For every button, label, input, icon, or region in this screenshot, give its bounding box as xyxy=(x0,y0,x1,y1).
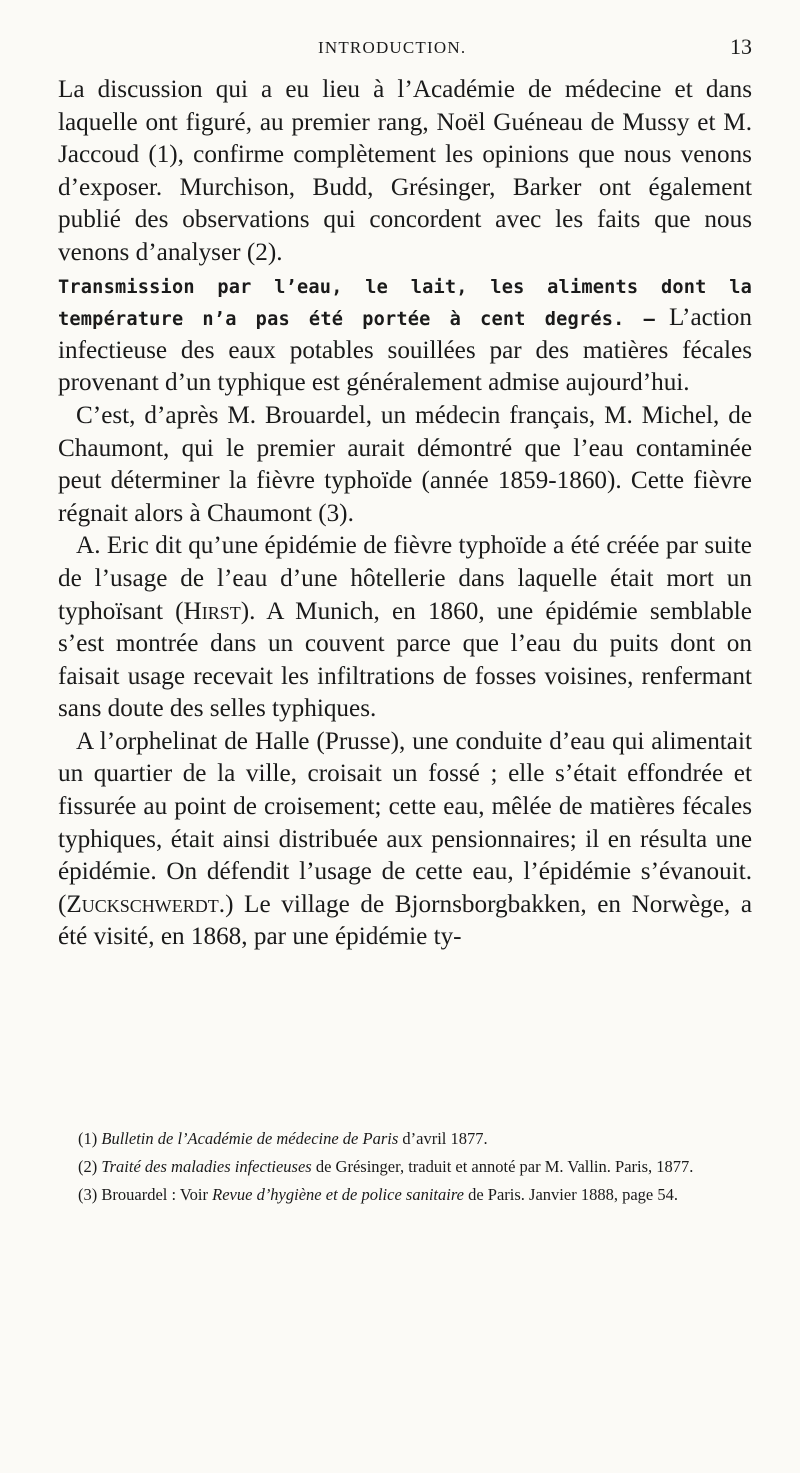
footnote-3 xyxy=(58,1182,758,1208)
footnote-3-text: de Paris. Janvier 1888, page 54. xyxy=(463,1185,678,1204)
footnote-1 xyxy=(58,1126,758,1152)
section-heading: Transmission par l’eau, le lait, les aliments dont la température n’a pas été portée à cent degrés. — xyxy=(58,276,752,331)
paragraph-eric-text-b: ). A Munich, en 1860, une épidémie semblable s’est montrée dans un couvent parce que l’eau du puits dont on faisait usage recevait les infiltrations de fosses voisines, renfermant sans doute des selles typhiques. xyxy=(58,597,752,723)
paragraph-eric xyxy=(58,530,752,726)
author-zuckschwerdt: Zuckschwerdt xyxy=(66,890,219,918)
footnote-2 xyxy=(58,1154,758,1180)
paragraph-eric-text-a: A. Eric dit qu’une épidémie de fièvre typhoïde a été créée par suite de l’usage de l’eau d’une hôtellerie dans laquelle était mort un typhoïsant ( xyxy=(58,532,752,625)
footnote-2-mark: (2) xyxy=(78,1157,98,1176)
paragraph-academie: La discussion qui a eu lieu à l’Académie de médecine et dans laquelle ont figuré, au premier rang, Noël Guéneau de Mussy et M. Jaccoud (1), confirme complètement les opinions que nous venons d’exposer. Murchison, Budd, Grésinger, Barker ont également publié des observations qui concordent avec les faits que nous venons d’analyser (2). xyxy=(58,76,752,266)
footnote-3-title: Revue d’hygiène et de police sanitaire xyxy=(212,1185,464,1204)
footnote-2-title: Traité des maladies infectieuses xyxy=(101,1157,312,1176)
footnote-1-mark: (1) xyxy=(78,1129,98,1148)
main-text xyxy=(58,74,752,954)
footnote-3-mark: (3) xyxy=(78,1185,98,1204)
paragraph-halle-text-a: A l’orphelinat de Halle (Prusse), une conduite d’eau qui alimentait un quartier de la ville, croisait un fossé ; elle s’était effondrée et fissurée au point de croisement; cette eau, mêlée de matières fécales typhiques, était ainsi distribuée aux pensionnaires; il en résulta une épidémie. On défendit l’usage de cette eau, l’épidémie s’évanouit. ( xyxy=(58,727,752,918)
paragraph-brouardel: C’est, d’après M. Brouardel, un médecin français, M. Michel, de Chaumont, qui le premier aurait démontré que l’eau contaminée peut déterminer la fièvre typhoïde (année 1859-1860). Cette fièvre régnait alors à Chaumont (3). xyxy=(58,401,752,527)
section-text: L’action infectieuse des eaux potables souillées par des matières fécales provenant d’un typhique est généralement admise aujourd’hui. xyxy=(58,304,752,397)
section-transmission xyxy=(58,270,752,400)
author-hirst: Hirst xyxy=(183,597,241,625)
paragraph-halle-text-b: .) Le village de Bjornsborgbakken, en Norwège, a été visité, en 1868, par une épidémie ty- xyxy=(58,890,752,951)
page-header xyxy=(0,34,800,64)
footnote-1-title: Bulletin de l’Académie de médecine de Paris xyxy=(101,1129,399,1148)
footnotes xyxy=(58,1126,758,1210)
footnote-2-text: de Grésinger, traduit et annoté par M. Vallin. Paris, 1877. xyxy=(311,1157,694,1176)
footnote-1-text: d’avril 1877. xyxy=(398,1129,488,1148)
running-head: INTRODUCTION. xyxy=(318,38,467,57)
page-number: 13 xyxy=(730,34,752,59)
paragraph-halle xyxy=(58,726,752,954)
footnote-3-pre: Brouardel : Voir xyxy=(97,1185,213,1204)
